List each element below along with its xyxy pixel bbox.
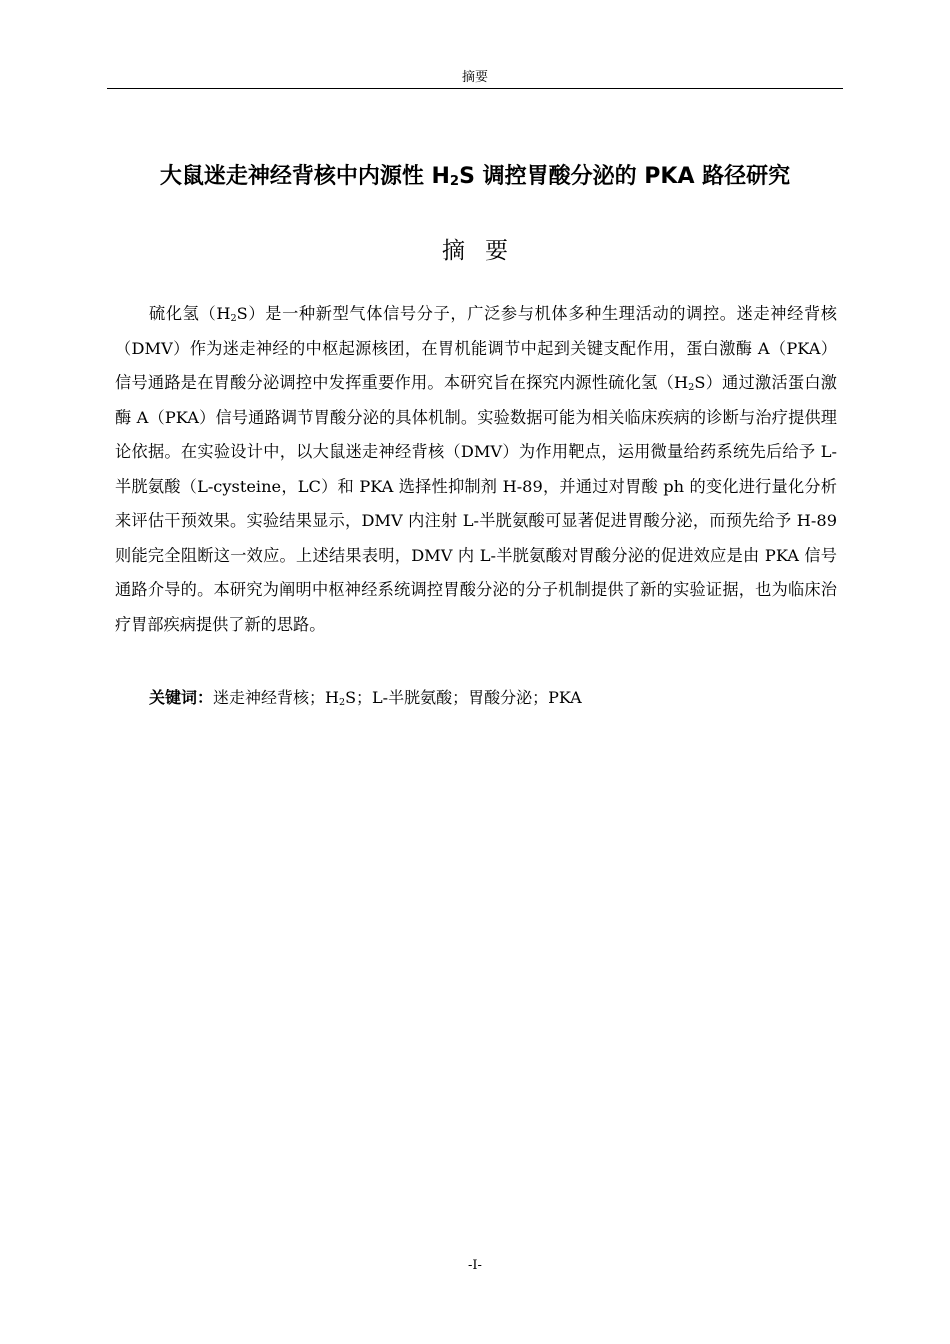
title-subscript: 2 [449, 174, 460, 189]
abstract-subscript-2: 2 [688, 382, 695, 393]
abstract-paragraph [115, 297, 837, 642]
abstract-heading: 摘要 [442, 238, 528, 264]
title-text-2: S 调控胃酸分泌的 PKA 路径研究 [459, 164, 791, 189]
keywords-line [149, 684, 837, 712]
abstract-text-3: S）通过激活蛋白激酶 A（PKA）信号通路调节胃酸分泌的具体机制。实验数据可能为相关临床疾病的诊断与治疗提供理论依据。在实验设计中，以大鼠迷走神经背核（DMV）为作用靶点，运用微量给药系统先后给予 L-半胱氨酸（L-cysteine，LC）和 PKA 选择性抑制剂 H-89，并通过对胃酸 ph 的变化进行量化分析来评估干预效果。实验结果显示，DMV 内注射 L-半胱氨酸可显著促进胃酸分泌，而预先给予 H-89 则能完全阻断这一效应。上述结果表明，DMV 内 L-半胱氨酸对胃酸分泌的促进效应是由 PKA 信号通路介导的。本研究为阐明中枢神经系统调控胃酸分泌的分子机制提供了新的实验证据，也为临床治疗胃部疾病提供了新的思路。 [115, 373, 837, 634]
keywords-text-1: 迷走神经背核；H [213, 688, 339, 707]
title-text-1: 大鼠迷走神经背核中内源性 H [159, 164, 450, 189]
running-header: 摘要 [107, 70, 843, 89]
paper-title [60, 162, 890, 192]
keywords-text-2: S；L-半胱氨酸；胃酸分泌；PKA [345, 688, 582, 707]
abstract-text-1: 硫化氢（H [149, 304, 231, 323]
abstract-text-2: S）是一种新型气体信号分子，广泛参与机体多种生理活动的调控。迷走神经背核（DMV）作为迷走神经的中枢起源核团，在胃机能调节中起到关键支配作用，蛋白激酶 A（PKA）信号通路是在胃酸分泌调控中发挥重要作用。本研究旨在探究内源性硫化氢（H [115, 304, 837, 392]
page-number: -I- [468, 1258, 482, 1273]
abstract-subscript-1: 2 [230, 313, 237, 324]
keywords-label: 关键词： [149, 688, 214, 707]
keywords-subscript: 2 [338, 697, 346, 708]
